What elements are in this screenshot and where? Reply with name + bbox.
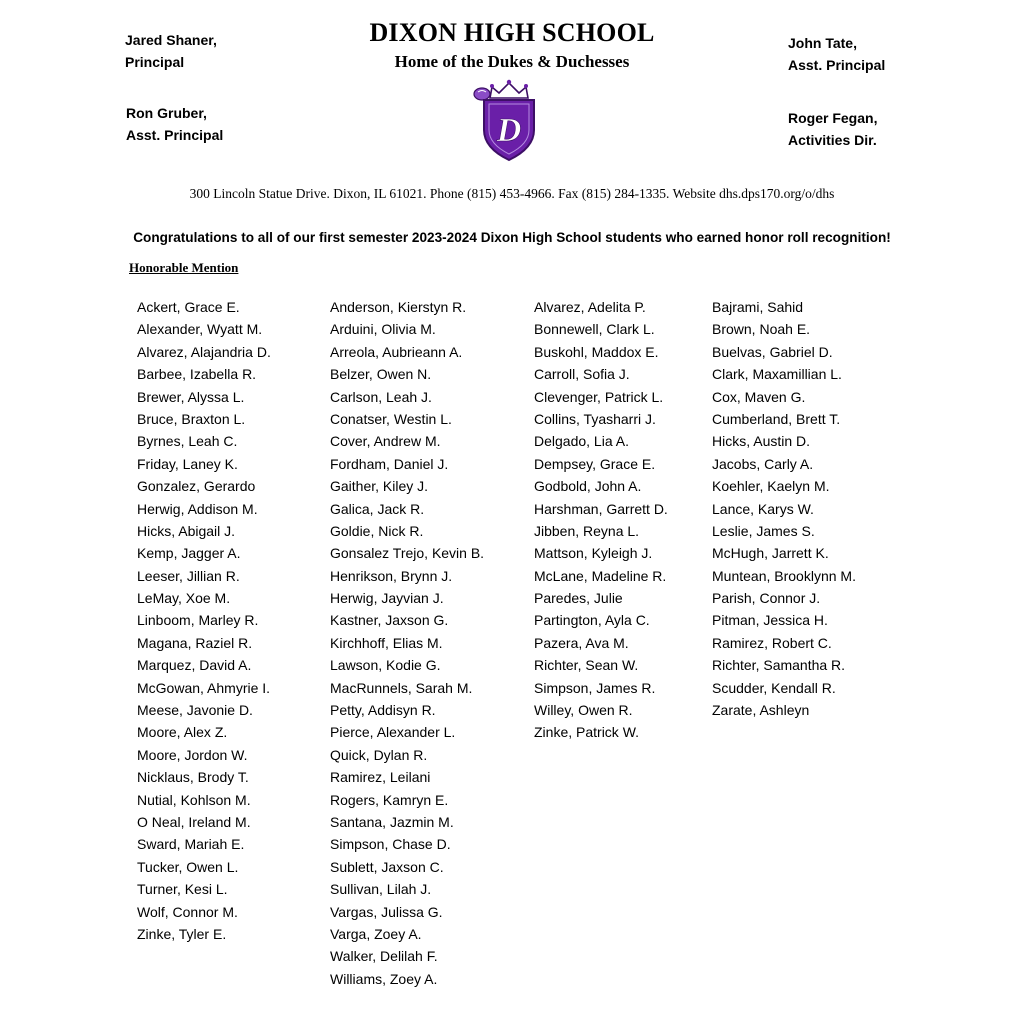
student-name: Zarate, Ashleyn: [712, 702, 810, 719]
honor-roll-announcement: Congratulations to all of our first semester 2023-2024 Dixon High School students who earned honor roll recognition!: [133, 230, 891, 245]
honor-roll-column-2: [330, 296, 484, 990]
student-name: Herwig, Jayvian J.: [330, 590, 444, 607]
section-title-honorable-mention: Honorable Mention: [129, 260, 239, 275]
student-name: Belzer, Owen N.: [330, 366, 432, 383]
student-name: Pitman, Jessica H.: [712, 612, 828, 629]
student-name: Brewer, Alyssa L.: [137, 388, 245, 405]
student-name: Gaither, Kiley J.: [330, 478, 429, 495]
staff-name: John Tate,: [788, 35, 857, 51]
student-name: Partington, Ayla C.: [534, 612, 650, 629]
student-name: Lance, Karys W.: [712, 500, 814, 517]
student-name: Pierce, Alexander L.: [330, 724, 456, 741]
school-crest-logo: [468, 78, 550, 162]
student-name: Cox, Maven G.: [712, 388, 806, 405]
student-name: Turner, Kesi L.: [137, 881, 228, 898]
student-name: Carlson, Leah J.: [330, 388, 432, 405]
student-name: Walker, Delilah F.: [330, 948, 438, 965]
honor-roll-column-1: [137, 296, 271, 945]
student-name: Clark, Maxamillian L.: [712, 366, 842, 383]
student-name: Hicks, Austin D.: [712, 433, 811, 450]
staff-title: Asst. Principal: [126, 127, 224, 143]
student-name: Bonnewell, Clark L.: [534, 321, 655, 338]
student-name: Ackert, Grace E.: [137, 299, 240, 315]
student-name: Alvarez, Adelita P.: [534, 299, 646, 315]
student-name: McLane, Madeline R.: [534, 567, 667, 584]
student-name: Pazera, Ava M.: [534, 634, 629, 651]
student-name: Mattson, Kyleigh J.: [534, 545, 653, 562]
student-name: Barbee, Izabella R.: [137, 366, 257, 383]
student-name: O Neal, Ireland M.: [137, 813, 251, 830]
staff-asst-principal-left: [126, 102, 223, 146]
student-name: Leslie, James S.: [712, 522, 815, 539]
student-name: Fordham, Daniel J.: [330, 455, 449, 472]
student-name: Cumberland, Brett T.: [712, 410, 841, 427]
crest-letter: D: [496, 112, 522, 149]
student-name: Goldie, Nick R.: [330, 522, 424, 539]
student-name: Herwig, Addison M.: [137, 500, 258, 517]
student-name: Cover, Andrew M.: [330, 433, 441, 450]
staff-title: Activities Dir.: [788, 132, 877, 148]
student-name: Arreola, Aubrieann A.: [330, 343, 463, 360]
student-name: Nutial, Kohlson M.: [137, 791, 251, 808]
student-name: Jacobs, Carly A.: [712, 455, 814, 472]
student-name: Collins, Tyasharri J.: [534, 410, 656, 427]
student-name: Petty, Addisyn R.: [330, 702, 436, 719]
student-name: Sullivan, Lilah J.: [330, 881, 432, 898]
honor-roll-column-4: [712, 296, 856, 721]
staff-title: Asst. Principal: [788, 57, 886, 73]
student-name: Tucker, Owen L.: [137, 858, 239, 875]
student-name: Hicks, Abigail J.: [137, 522, 236, 539]
student-name: Magana, Raziel R.: [137, 634, 253, 651]
student-name: Kemp, Jagger A.: [137, 545, 241, 562]
student-name: Conatser, Westin L.: [330, 410, 452, 427]
student-name: Galica, Jack R.: [330, 500, 425, 517]
student-name: Bajrami, Sahid: [712, 299, 804, 315]
student-name: Alexander, Wyatt M.: [137, 321, 263, 338]
student-name: Parish, Connor J.: [712, 590, 821, 607]
student-name: Ramirez, Leilani: [330, 769, 431, 786]
student-name: Vargas, Julissa G.: [330, 903, 443, 920]
student-name: Williams, Zoey A.: [330, 970, 438, 987]
student-name: Delgado, Lia A.: [534, 433, 629, 450]
student-name: Paredes, Julie: [534, 590, 623, 607]
student-name: Byrnes, Leah C.: [137, 433, 238, 450]
student-name: Richter, Samantha R.: [712, 657, 846, 674]
student-name: Sward, Mariah E.: [137, 836, 245, 853]
staff-activities-director: [788, 107, 877, 151]
student-name: Ramirez, Robert C.: [712, 634, 832, 651]
student-name: Meese, Javonie D.: [137, 702, 253, 719]
student-name: Zinke, Tyler E.: [137, 925, 227, 942]
student-name: Buskohl, Maddox E.: [534, 343, 659, 360]
student-name: Richter, Sean W.: [534, 657, 639, 674]
student-name: McGowan, Ahmyrie I.: [137, 679, 271, 696]
student-name: Arduini, Olivia M.: [330, 321, 436, 338]
student-name: LeMay, Xoe M.: [137, 590, 231, 607]
student-name: Henrikson, Brynn J.: [330, 567, 453, 584]
student-name: Dempsey, Grace E.: [534, 455, 656, 472]
student-name: Carroll, Sofia J.: [534, 366, 630, 383]
student-name: Nicklaus, Brody T.: [137, 769, 249, 786]
student-name: Clevenger, Patrick L.: [534, 388, 664, 405]
student-name: Kastner, Jaxson G.: [330, 612, 449, 629]
student-name: Gonsalez Trejo, Kevin B.: [330, 545, 485, 562]
student-name: Godbold, John A.: [534, 478, 642, 495]
student-name: Willey, Owen R.: [534, 702, 633, 719]
student-name: Koehler, Kaelyn M.: [712, 478, 830, 495]
student-name: Rogers, Kamryn E.: [330, 791, 449, 808]
school-address: 300 Lincoln Statue Drive. Dixon, IL 61021. Phone (815) 453-4966. Fax (815) 284-1335. Website dhs.dps170.org/o/dhs: [189, 186, 835, 201]
student-name: Sublett, Jaxson C.: [330, 858, 444, 875]
student-name: Zinke, Patrick W.: [534, 724, 640, 741]
student-name: Lawson, Kodie G.: [330, 657, 441, 674]
student-name: Marquez, David A.: [137, 657, 252, 674]
student-name: Muntean, Brooklynn M.: [712, 567, 856, 584]
staff-name: Ron Gruber,: [126, 105, 207, 121]
student-name: Linboom, Marley R.: [137, 612, 259, 629]
school-tagline: Home of the Dukes & Duchesses: [394, 52, 630, 71]
student-name: Santana, Jazmin M.: [330, 813, 454, 830]
student-name: Bruce, Braxton L.: [137, 410, 246, 427]
staff-name: Roger Fegan,: [788, 110, 878, 126]
honor-roll-column-3: [534, 296, 668, 744]
student-name: McHugh, Jarrett K.: [712, 545, 829, 562]
student-name: Kirchhoff, Elias M.: [330, 634, 443, 651]
student-name: Varga, Zoey A.: [330, 925, 422, 942]
student-name: Jibben, Reyna L.: [534, 522, 640, 539]
student-name: Gonzalez, Gerardo: [137, 478, 256, 495]
student-name: Leeser, Jillian R.: [137, 567, 240, 584]
student-name: Moore, Jordon W.: [137, 746, 248, 763]
student-name: Buelvas, Gabriel D.: [712, 343, 833, 360]
student-name: Quick, Dylan R.: [330, 746, 428, 763]
student-name: Scudder, Kendall R.: [712, 679, 836, 696]
student-name: MacRunnels, Sarah M.: [330, 679, 473, 696]
student-name: Anderson, Kierstyn R.: [330, 299, 467, 315]
student-name: Alvarez, Alajandria D.: [137, 343, 271, 360]
student-name: Brown, Noah E.: [712, 321, 811, 338]
student-name: Simpson, Chase D.: [330, 836, 451, 853]
student-name: Simpson, James R.: [534, 679, 656, 696]
staff-title: Principal: [125, 54, 185, 70]
student-name: Friday, Laney K.: [137, 455, 238, 472]
crown-icon: [474, 80, 528, 100]
school-name: DIXON HIGH SCHOOL: [369, 18, 655, 47]
student-name: Harshman, Garrett D.: [534, 500, 668, 517]
student-name: Wolf, Connor M.: [137, 903, 238, 920]
student-name: Moore, Alex Z.: [137, 724, 228, 741]
staff-name: Jared Shaner,: [125, 32, 217, 48]
